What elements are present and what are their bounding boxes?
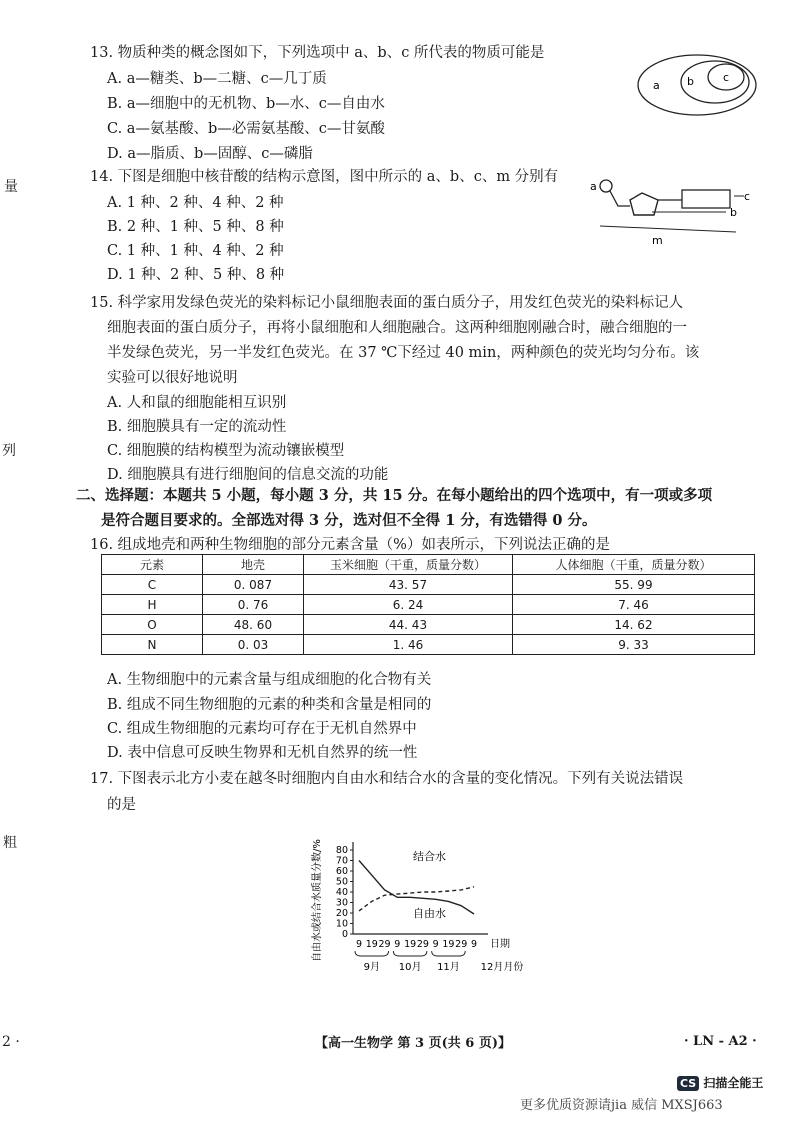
y-tick-label: 30 [335, 897, 348, 909]
q15-option-a: A. 人和鼠的细胞能相互识别 [107, 395, 287, 411]
table-cell: 0. 76 [203, 595, 304, 615]
q16-stem: 16. 组成地壳和两种生物细胞的部分元素含量（%）如表所示，下列说法正确的是 [90, 537, 610, 553]
table-cell: 6. 24 [304, 595, 513, 615]
table-cell: 44. 43 [304, 615, 513, 635]
cs-badge: CS [677, 1076, 699, 1091]
margin-char: 2 · [2, 1034, 20, 1050]
q17-line: 17. 下图表示北方小麦在越冬时细胞内自由水和结合水的含量的变化情况。下列有关说法错误 [90, 771, 684, 787]
q16-option-b: B. 组成不同生物细胞的元素的种类和含量是相同的 [107, 697, 432, 713]
q17-line: 的是 [107, 797, 136, 813]
q14-option-a: A. 1 种、2 种、4 种、2 种 [107, 195, 284, 211]
month-label: 12月月份 [480, 962, 524, 973]
table-cell: 9. 33 [513, 635, 755, 655]
q15-line: 15. 科学家用发绿色荧光的染料标记小鼠细胞表面的蛋白质分子，用发红色荧光的染料标记人 [90, 295, 684, 311]
q14-option-c: C. 1 种、1 种、4 种、2 种 [107, 243, 284, 259]
table-cell: 0. 03 [203, 635, 304, 655]
x-tick-label: 19 [442, 939, 455, 950]
label-c: c [723, 71, 730, 84]
q14-option-b: B. 2 种、1 种、5 种、8 种 [107, 219, 284, 235]
x-axis-label: 日期 [490, 939, 510, 950]
table-header: 玉米细胞（干重，质量分数） [304, 555, 513, 575]
phosphate-circle [600, 180, 612, 192]
q15-line: 细胞表面的蛋白质分子，再将小鼠细胞和人细胞融合。这两种细胞刚融合时，融合细胞的一 [107, 320, 687, 336]
table-row [102, 635, 755, 655]
x-tick-label: 19 [365, 939, 378, 950]
table-cell: N [102, 635, 203, 655]
y-tick-label: 60 [335, 866, 348, 877]
margin-char: 粗 [3, 835, 17, 851]
section-heading: 二、选择题：本题共 5 小题，每小题 3 分，共 15 分。在每小题给出的四个选项中，有一项或多项 [76, 487, 713, 504]
margin-char: 列 [2, 443, 16, 459]
x-tick-label: 9 [394, 939, 401, 950]
table-header: 元素 [102, 555, 203, 575]
series-label-free-water: 自由水 [413, 907, 446, 920]
x-tick-label: 29 [416, 939, 429, 950]
nucleotide-diagram [586, 170, 756, 246]
label-b: b [730, 206, 737, 219]
month-bracket [393, 951, 427, 956]
x-tick-label: 29 [378, 939, 391, 950]
section-heading: 是符合题目要求的。全部选对得 3 分，选对但不全得 1 分，有选错得 0 分。 [101, 512, 597, 529]
series-label-bound-water: 结合水 [413, 850, 446, 863]
q15-line: 半发绿色荧光，另一半发红色荧光。在 37 ℃下经过 40 min，两种颜色的荧光均匀分布。该 [107, 345, 700, 361]
table-cell: 14. 62 [513, 615, 755, 635]
y-tick-label: 70 [335, 855, 348, 867]
y-axis-label: 自由水或结合水质量分数/% [312, 839, 323, 962]
table-row [102, 615, 755, 635]
exam-code: · LN - A2 · [684, 1034, 757, 1049]
table-header: 人体细胞（干重，质量分数） [513, 555, 755, 575]
table-cell: 48. 60 [203, 615, 304, 635]
label-m: m [652, 234, 663, 246]
q14-stem: 14. 下图是细胞中核苷酸的结构示意图，图中所示的 a、b、c、m 分别有 [90, 169, 559, 185]
label-a: a [653, 79, 660, 92]
base-rect [682, 190, 730, 208]
q13-option-c: C. a—氨基酸、b—必需氨基酸、c—甘氨酸 [107, 121, 385, 137]
page-footer: 【高一生物学 第 3 页(共 6 页)】 [315, 1036, 512, 1051]
watermark-text: 更多优质资源请jia 威信 MXSJ663 [520, 1098, 723, 1113]
month-bracket [355, 951, 389, 956]
x-tick-label: 9 [355, 939, 363, 950]
bond-line [610, 191, 630, 206]
q15-option-c: C. 细胞膜的结构模型为流动镶嵌模型 [107, 443, 345, 459]
table-cell: 7. 46 [513, 595, 755, 615]
q13-option-b: B. a—细胞中的无机物、b—水、c—自由水 [107, 96, 385, 112]
y-tick-label: 80 [335, 845, 348, 856]
month-label: 11月 [437, 962, 460, 973]
table-cell: C [102, 575, 203, 595]
q15-option-b: B. 细胞膜具有一定的流动性 [107, 419, 287, 435]
margin-char: 量 [4, 179, 18, 195]
table-row [102, 595, 755, 615]
table-cell: H [102, 595, 203, 615]
table-row [102, 575, 755, 595]
q14-option-d: D. 1 种、2 种、5 种、8 种 [107, 267, 285, 283]
q13-stem: 13. 物质种类的概念图如下，下列选项中 a、b、c 所代表的物质可能是 [90, 45, 545, 61]
label-b: b [687, 75, 694, 88]
bracket-m [600, 226, 736, 232]
q13-option-a: A. a—糖类、b—二糖、c—几丁质 [107, 71, 327, 87]
y-tick-label: 0 [341, 929, 348, 940]
x-tick-label: 9 [470, 939, 478, 950]
month-label: 10月 [398, 962, 422, 973]
q15-line: 实验可以很好地说明 [107, 370, 238, 386]
table-header: 地壳 [203, 555, 304, 575]
q13-option-d: D. a—脂质、b—固醇、c—磷脂 [107, 146, 313, 162]
table-cell: O [102, 615, 203, 635]
scanner-app-name: 扫描全能王 [703, 1076, 764, 1090]
y-tick-label: 50 [335, 876, 348, 888]
water-content-chart [300, 812, 540, 977]
x-tick-label: 29 [455, 939, 468, 950]
concept-diagram [632, 50, 762, 122]
q15-option-d: D. 细胞膜具有进行细胞间的信息交流的功能 [107, 467, 389, 483]
label-c: c [744, 190, 751, 203]
q16-option-a: A. 生物细胞中的元素含量与组成细胞的化合物有关 [107, 672, 432, 688]
element-table [101, 554, 755, 655]
q16-option-d: D. 表中信息可反映生物界和无机自然界的统一性 [107, 745, 418, 761]
series-line-free-water [359, 861, 474, 915]
y-tick-label: 40 [335, 887, 348, 898]
x-tick-label: 9 [432, 939, 439, 950]
table-cell: 43. 57 [304, 575, 513, 595]
table-header-row [102, 555, 755, 575]
y-tick-label: 10 [335, 918, 348, 930]
q16-option-c: C. 组成生物细胞的元素均可存在于无机自然界中 [107, 721, 417, 737]
table-cell: 55. 99 [513, 575, 755, 595]
label-a: a [590, 180, 597, 193]
scanner-logo [677, 1074, 763, 1091]
month-bracket [432, 951, 466, 956]
table-cell: 1. 46 [304, 635, 513, 655]
table-cell: 0. 087 [203, 575, 304, 595]
y-tick-label: 20 [335, 908, 348, 919]
month-label: 9月 [363, 962, 380, 973]
x-tick-label: 19 [404, 939, 417, 950]
